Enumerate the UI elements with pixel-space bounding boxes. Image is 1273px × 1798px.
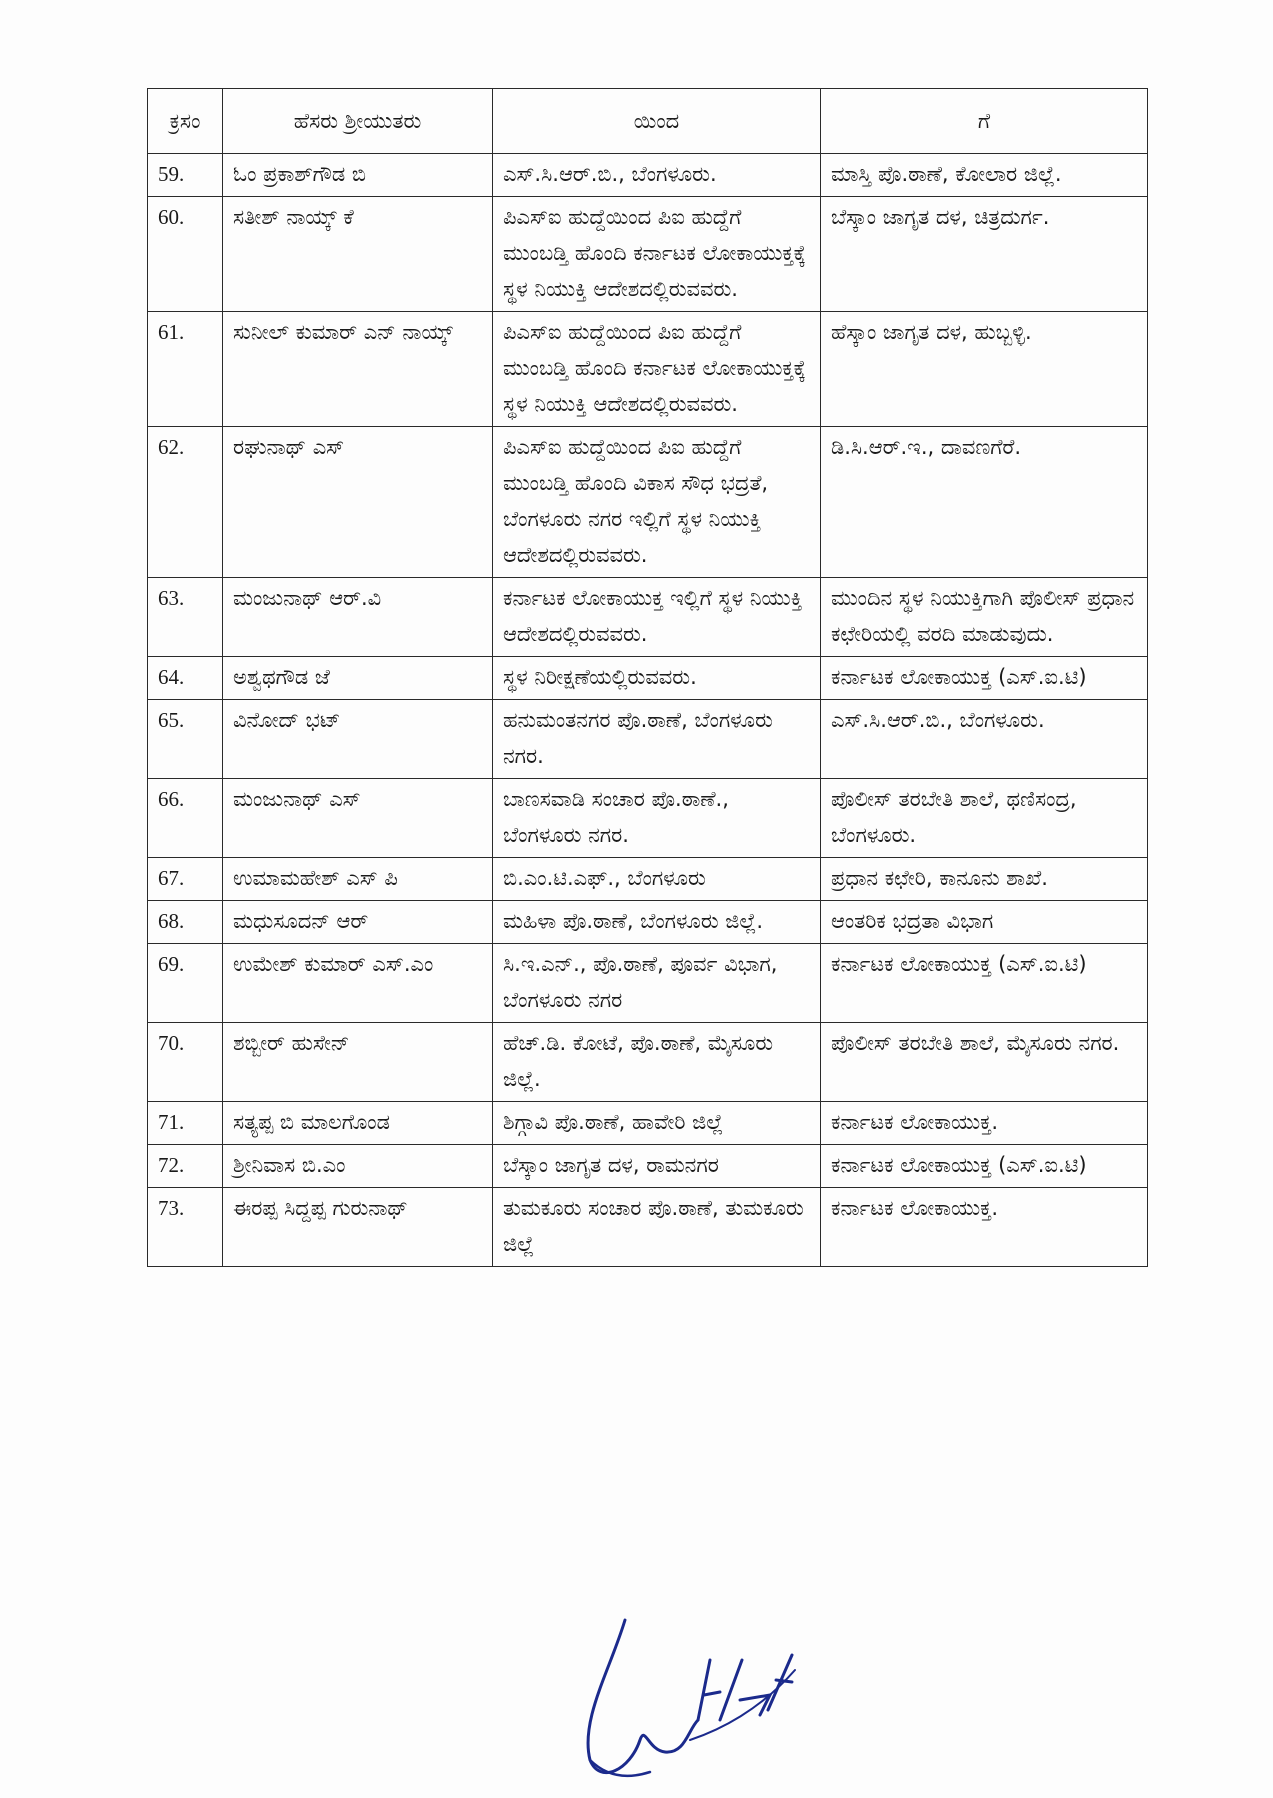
cell-to: ಕರ್ನಾಟಕ ಲೋಕಾಯುಕ್ತ (ಎಸ್.ಐ.ಟಿ) (821, 1145, 1148, 1188)
cell-to: ಪ್ರಧಾನ ಕಛೇರಿ, ಕಾನೂನು ಶಾಖೆ. (821, 858, 1148, 901)
table-row (148, 427, 1148, 578)
table-row (148, 779, 1148, 858)
cell-name: ಅಶ್ವಥಗೌಡ ಜೆ (223, 657, 493, 700)
cell-from: ಸಿ.ಇ.ಎನ್., ಪೊ.ಠಾಣೆ, ಪೂರ್ವ ವಿಭಾಗ, ಬೆಂಗಳೂರು ನಗರ (493, 944, 821, 1023)
table-row (148, 1023, 1148, 1102)
table-row (148, 197, 1148, 312)
cell-name: ಮಂಜುನಾಥ್ ಆರ್.ವಿ (223, 578, 493, 657)
cell-to: ಪೊಲೀಸ್ ತರಬೇತಿ ಶಾಲೆ, ಮೈಸೂರು ನಗರ. (821, 1023, 1148, 1102)
cell-serial-no: 63. (148, 578, 223, 657)
cell-serial-no: 64. (148, 657, 223, 700)
cell-to: ಕರ್ನಾಟಕ ಲೋಕಾಯುಕ್ತ. (821, 1188, 1148, 1267)
cell-name: ವಿನೋದ್ ಭಟ್ (223, 700, 493, 779)
cell-to: ಎಸ್.ಸಿ.ಆರ್.ಬಿ., ಬೆಂಗಳೂರು. (821, 700, 1148, 779)
cell-from: ಶಿಗ್ಗಾವಿ ಪೊ.ಠಾಣೆ, ಹಾವೇರಿ ಜಿಲ್ಲೆ (493, 1102, 821, 1145)
cell-from: ಎಸ್.ಸಿ.ಆರ್.ಬಿ., ಬೆಂಗಳೂರು. (493, 154, 821, 197)
cell-name: ಉಮಾಮಹೇಶ್ ಎಸ್ ಪಿ (223, 858, 493, 901)
table-row (148, 578, 1148, 657)
cell-serial-no: 61. (148, 312, 223, 427)
header-serial-no: ಕ್ರಸಂ (148, 89, 223, 154)
cell-serial-no: 59. (148, 154, 223, 197)
cell-serial-no: 67. (148, 858, 223, 901)
cell-to: ಬೆಸ್ಕಾಂ ಜಾಗೃತ ದಳ, ಚಿತ್ರದುರ್ಗ. (821, 197, 1148, 312)
cell-from: ತುಮಕೂರು ಸಂಚಾರ ಪೊ.ಠಾಣೆ, ತುಮಕೂರು ಜಿಲ್ಲೆ (493, 1188, 821, 1267)
table-header-row (148, 89, 1148, 154)
cell-from: ಮಹಿಳಾ ಪೊ.ಠಾಣೆ, ಬೆಂಗಳೂರು ಜಿಲ್ಲೆ. (493, 901, 821, 944)
signature-image (570, 1600, 800, 1790)
cell-to: ಕರ್ನಾಟಕ ಲೋಕಾಯುಕ್ತ. (821, 1102, 1148, 1145)
cell-to: ಕರ್ನಾಟಕ ಲೋಕಾಯುಕ್ತ (ಎಸ್.ಐ.ಟಿ) (821, 657, 1148, 700)
cell-name: ಓಂ ಪ್ರಕಾಶ್‌ಗೌಡ ಬಿ (223, 154, 493, 197)
cell-from: ಹನುಮಂತನಗರ ಪೊ.ಠಾಣೆ, ಬೆಂಗಳೂರು ನಗರ. (493, 700, 821, 779)
table-row (148, 1145, 1148, 1188)
cell-serial-no: 69. (148, 944, 223, 1023)
cell-to: ಮುಂದಿನ ಸ್ಥಳ ನಿಯುಕ್ತಿಗಾಗಿ ಪೊಲೀಸ್ ಪ್ರಧಾನ ಕಛೇರಿಯಲ್ಲಿ ವರದಿ ಮಾಡುವುದು. (821, 578, 1148, 657)
cell-to: ಡಿ.ಸಿ.ಆರ್.ಇ., ದಾವಣಗೆರೆ. (821, 427, 1148, 578)
cell-serial-no: 71. (148, 1102, 223, 1145)
table-row (148, 944, 1148, 1023)
cell-from: ಕರ್ನಾಟಕ ಲೋಕಾಯುಕ್ತ ಇಲ್ಲಿಗೆ ಸ್ಥಳ ನಿಯುಕ್ತಿ ಆದೇಶದಲ್ಲಿರುವವರು. (493, 578, 821, 657)
cell-name: ಮಧುಸೂದನ್ ಆರ್ (223, 901, 493, 944)
cell-from: ಪಿಎಸ್‌ಐ ಹುದ್ದೆಯಿಂದ ಪಿಐ ಹುದ್ದೆಗೆ ಮುಂಬಡ್ತಿ ಹೊಂದಿ ಕರ್ನಾಟಕ ಲೋಕಾಯುಕ್ತಕ್ಕೆ ಸ್ಥಳ ನಿಯುಕ್ತಿ ಆದೇಶದಲ್ಲಿರುವವರು. (493, 312, 821, 427)
table-row (148, 312, 1148, 427)
cell-to: ಪೊಲೀಸ್ ತರಬೇತಿ ಶಾಲೆ, ಥಣಿಸಂದ್ರ, ಬೆಂಗಳೂರು. (821, 779, 1148, 858)
cell-serial-no: 60. (148, 197, 223, 312)
cell-from: ಬಿ.ಎಂ.ಟಿ.ಎಫ್., ಬೆಂಗಳೂರು (493, 858, 821, 901)
cell-serial-no: 65. (148, 700, 223, 779)
transfer-table (147, 88, 1148, 1267)
header-from: ಯಿಂದ (493, 89, 821, 154)
table-row (148, 657, 1148, 700)
table-row (148, 154, 1148, 197)
cell-to: ಹೆಸ್ಕಾಂ ಜಾಗೃತ ದಳ, ಹುಬ್ಬಳ್ಳಿ. (821, 312, 1148, 427)
cell-serial-no: 73. (148, 1188, 223, 1267)
cell-name: ಮಂಜುನಾಥ್ ಎಸ್ (223, 779, 493, 858)
cell-name: ಉಮೇಶ್ ಕುಮಾರ್ ಎಸ್.ಎಂ (223, 944, 493, 1023)
cell-serial-no: 62. (148, 427, 223, 578)
cell-to: ಮಾಸ್ತಿ ಪೊ.ಠಾಣೆ, ಕೋಲಾರ ಜಿಲ್ಲೆ. (821, 154, 1148, 197)
cell-from: ಪಿಎಸ್‌ಐ ಹುದ್ದೆಯಿಂದ ಪಿಐ ಹುದ್ದೆಗೆ ಮುಂಬಡ್ತಿ ಹೊಂದಿ ವಿಕಾಸ ಸೌಧ ಭದ್ರತೆ, ಬೆಂಗಳೂರು ನಗರ ಇಲ್ಲಿಗೆ ಸ್ಥಳ ನಿಯುಕ್ತಿ ಆದೇಶದಲ್ಲಿರುವವರು. (493, 427, 821, 578)
cell-from: ಬಾಣಸವಾಡಿ ಸಂಚಾರ ಪೊ.ಠಾಣೆ., ಬೆಂಗಳೂರು ನಗರ. (493, 779, 821, 858)
cell-serial-no: 66. (148, 779, 223, 858)
cell-name: ಸುನೀಲ್ ಕುಮಾರ್ ಎನ್ ನಾಯ್ಕ್ (223, 312, 493, 427)
cell-name: ಸತ್ಯಪ್ಪ ಬಿ ಮಾಲಗೊಂಡ (223, 1102, 493, 1145)
table-row (148, 1102, 1148, 1145)
cell-to: ಕರ್ನಾಟಕ ಲೋಕಾಯುಕ್ತ (ಎಸ್.ಐ.ಟಿ) (821, 944, 1148, 1023)
table-row (148, 700, 1148, 779)
cell-serial-no: 70. (148, 1023, 223, 1102)
cell-serial-no: 72. (148, 1145, 223, 1188)
cell-name: ಶ್ರೀನಿವಾಸ ಬಿ.ಎಂ (223, 1145, 493, 1188)
cell-name: ಸತೀಶ್ ನಾಯ್ಕ್ ಕೆ (223, 197, 493, 312)
cell-serial-no: 68. (148, 901, 223, 944)
table-row (148, 858, 1148, 901)
table-row (148, 901, 1148, 944)
cell-to: ಆಂತರಿಕ ಭದ್ರತಾ ವಿಭಾಗ (821, 901, 1148, 944)
table-row (148, 1188, 1148, 1267)
cell-from: ಬೆಸ್ಕಾಂ ಜಾಗೃತ ದಳ, ರಾಮನಗರ (493, 1145, 821, 1188)
header-to: ಗೆ (821, 89, 1148, 154)
cell-name: ಈರಪ್ಪ ಸಿದ್ದಪ್ಪ ಗುರುನಾಥ್ (223, 1188, 493, 1267)
cell-name: ಶಬ್ಬೀರ್ ಹುಸೇನ್ (223, 1023, 493, 1102)
cell-from: ಪಿಎಸ್‌ಐ ಹುದ್ದೆಯಿಂದ ಪಿಐ ಹುದ್ದೆಗೆ ಮುಂಬಡ್ತಿ ಹೊಂದಿ ಕರ್ನಾಟಕ ಲೋಕಾಯುಕ್ತಕ್ಕೆ ಸ್ಥಳ ನಿಯುಕ್ತಿ ಆದೇಶದಲ್ಲಿರುವವರು. (493, 197, 821, 312)
cell-from: ಹೆಚ್.ಡಿ. ಕೋಟೆ, ಪೊ.ಠಾಣೆ, ಮೈಸೂರು ಜಿಲ್ಲೆ. (493, 1023, 821, 1102)
cell-name: ರಘುನಾಥ್ ಎಸ್ (223, 427, 493, 578)
cell-from: ಸ್ಥಳ ನಿರೀಕ್ಷಣೆಯಲ್ಲಿರುವವರು. (493, 657, 821, 700)
header-name: ಹೆಸರು ಶ್ರೀಯುತರು (223, 89, 493, 154)
